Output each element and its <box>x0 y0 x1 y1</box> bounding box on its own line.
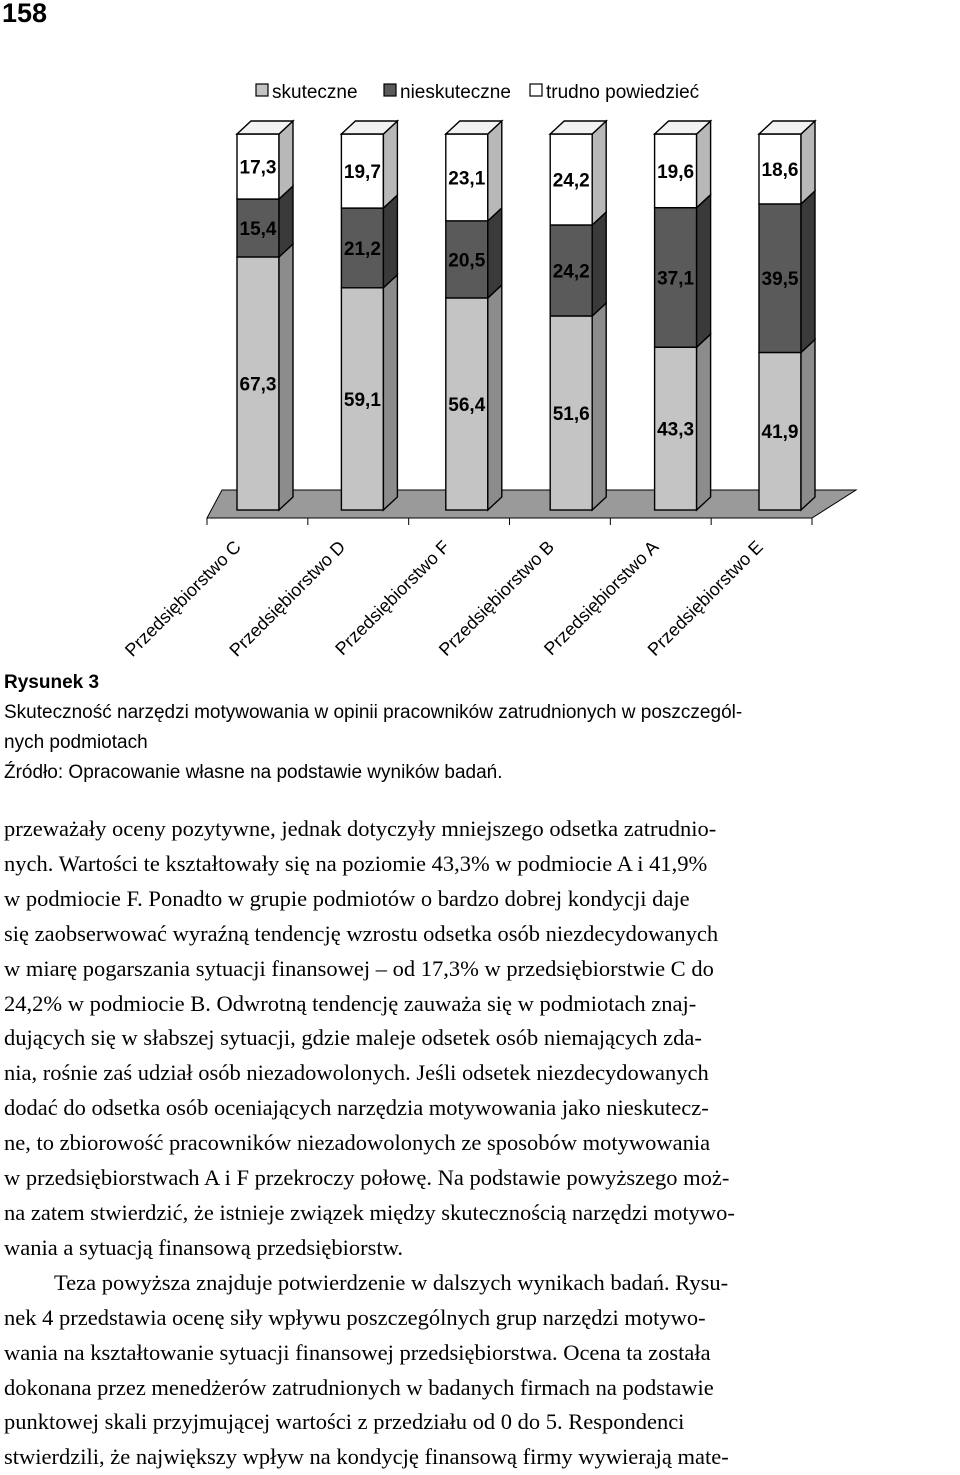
bar-side <box>488 285 502 510</box>
category-label: Przedsiębiorstwo C <box>121 536 245 661</box>
legend-swatch <box>530 84 542 96</box>
paragraph: Teza powyższa znajduje potwierdzenie w dalszych wynikach badań. Rysu- nek 4 przedstawia ocenę siły wpływu poszczególnych grup narzędzi motywo- wania na kształtowanie sytuacji finansowej przedsiębiorstwa. Ocena ta została dokonana przez menedżerów zatrudnionych w badanych firmach na podstawie punktowej skali przyjmującej wartości z przedziału od 0 do 5. Respondenci stwierdzili, że największy wpływ na kondycję finansową firmy wywierają mate- <box>4 1269 729 1470</box>
category-label: Przedsiębiorstwo A <box>540 536 663 660</box>
bar-side <box>592 212 606 316</box>
data-label: 19,6 <box>657 161 695 183</box>
bar-side <box>801 191 815 353</box>
data-label: 19,7 <box>343 162 381 184</box>
category-label: Przedsiębiorstwo B <box>434 536 559 660</box>
data-label: 20,5 <box>448 250 486 272</box>
figure-caption <box>4 668 954 788</box>
chart-legend <box>256 82 699 103</box>
data-label: 41,9 <box>761 422 799 444</box>
data-label: 17,3 <box>239 157 277 179</box>
body-text <box>4 812 954 1475</box>
bar-side <box>383 275 397 510</box>
data-label: 15,4 <box>239 219 277 240</box>
bar-side <box>592 303 606 510</box>
category-label: Przedsiębiorstwo F <box>331 536 454 660</box>
bar-side <box>383 195 397 288</box>
data-label: 51,6 <box>552 403 590 425</box>
data-label: 18,6 <box>761 159 799 181</box>
data-label: 37,1 <box>657 268 695 290</box>
bar-side <box>697 121 711 208</box>
figure-source: Źródło: Opracowanie własne na podstawie wyników badań. <box>4 762 503 783</box>
data-label: 21,2 <box>343 238 381 260</box>
bar-side <box>383 121 397 208</box>
data-label: 56,4 <box>448 394 486 416</box>
data-label: 23,1 <box>448 168 486 190</box>
legend-label: skuteczne <box>272 82 358 103</box>
data-label: 67,3 <box>239 374 277 396</box>
bar-side <box>697 334 711 510</box>
x-axis-labels <box>121 537 767 661</box>
legend-swatch <box>384 84 396 96</box>
page-number: 158 <box>2 0 48 28</box>
data-label: 43,3 <box>657 419 695 441</box>
data-label: 24,2 <box>552 261 590 283</box>
legend-label: nieskuteczne <box>400 82 511 103</box>
data-label: 59,1 <box>343 389 381 411</box>
figure-label: Rysunek 3 <box>4 672 100 693</box>
category-label: Przedsiębiorstwo E <box>643 536 767 660</box>
bar-side <box>488 121 502 221</box>
stacked-bar-chart <box>0 0 960 665</box>
category-label: Przedsiębiorstwo D <box>225 536 350 661</box>
data-label: 39,5 <box>761 269 799 291</box>
figure-title: Skuteczność narzędzi motywowania w opinii pracowników zatrudnionych w poszczegól- nych podmiotach <box>4 702 743 753</box>
bar-side <box>592 121 606 225</box>
bar-side <box>279 244 293 510</box>
bar-side <box>488 208 502 298</box>
data-label: 24,2 <box>552 170 590 192</box>
bar-side <box>697 195 711 347</box>
chart-bars <box>237 121 815 510</box>
legend-swatch <box>256 84 268 96</box>
bar-side <box>801 339 815 510</box>
bar-side <box>801 121 815 204</box>
legend-label: trudno powiedzieć <box>546 82 700 103</box>
paragraph: przeważały oceny pozytywne, jednak dotyczyły mniejszego odsetka zatrudnio- nych. Wartości te kształtowały się na poziomie 43,3% w podmiocie A i 41,9% w podmiocie F. Ponadto w grupie podmiotów o bardzo dobrej kondycji daje się zaobserwować wyraźną tendencję wzrostu odsetka osób niezdecydowanych w miarę pogarszania sytuacji finansowej – od 17,3% w przedsiębiorstwie C do 24,2% w podmiocie B. Odwrotną tendencję zauważa się w podmiotach znaj- dujących się w słabszej sytuacji, gdzie maleje odsetek osób niemających zda- nia, rośnie zaś udział osób niezadowolonych. Jeśli odsetek niezdecydowanych dodać do odsetka osób oceniających narzędzia motywowania jako nieskutecz- ne, to zbiorowość pracowników niezadowolonych ze sposobów motywowania w przedsiębiorstwach A i F przekroczy połowę. Na podstawie powyższego moż- na zatem stwierdzić, że istnieje związek między skutecznością narzędzi motywo- wania a sytuacją finansową przedsiębiorstw. <box>4 816 735 1260</box>
